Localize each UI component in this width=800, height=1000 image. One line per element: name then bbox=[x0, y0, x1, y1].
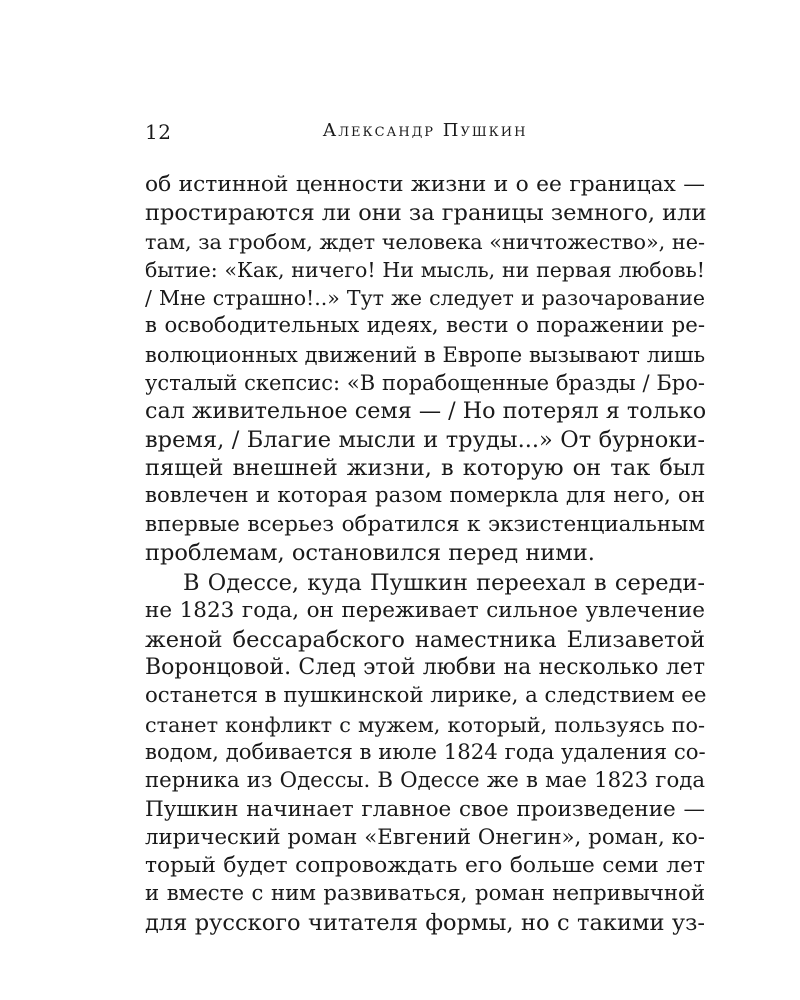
text-line: пящей внешней жизни, в которую он так был bbox=[145, 454, 705, 481]
text-line: останется в пушкинской лирике, а следствием ее bbox=[145, 683, 707, 709]
text-line: Пушкин начинает главное свое произведение — bbox=[145, 796, 705, 822]
text-line: волюционных движений в Европе вызывают лишь bbox=[145, 342, 705, 367]
text-line: перника из Одессы. В Одессе же в мае 1823 года bbox=[145, 768, 705, 794]
text-line: бытие: «Как, ничего! Ни мысль, ни первая любовь! bbox=[145, 257, 705, 282]
text-line: и вместе с ним развиваться, роман непривычной bbox=[145, 881, 705, 907]
text-line: Воронцовой. След этой любви на несколько лет bbox=[145, 655, 705, 681]
text-line: лирический роман «Евгений Онегин», роман, ко- bbox=[145, 824, 705, 850]
text-line: не 1823 года, он переживает сильное увлечение bbox=[145, 598, 705, 624]
body-text bbox=[145, 171, 705, 937]
text-line: в освободительных идеях, вести о поражении ре- bbox=[145, 313, 705, 339]
text-line: сал живительное семя — / Но потерял я только bbox=[145, 398, 707, 425]
text-line: В Одессе, куда Пушкин переехал в середи- bbox=[183, 570, 705, 597]
text-line: там, за гробом, ждет человека «ничтожество», не- bbox=[145, 229, 705, 254]
text-line: женой бессарабского наместника Елизаветой bbox=[145, 626, 705, 653]
text-line: время, / Благие мысли и труды...» От бурноки- bbox=[145, 426, 705, 453]
text-line: впервые всерьез обратился к экзистенциальным bbox=[145, 511, 705, 537]
text-line: водом, добивается в июле 1824 года удаления со- bbox=[145, 739, 706, 765]
paragraph-2 bbox=[145, 569, 705, 937]
text-line: об истинной ценности жизни и о ее границах — bbox=[145, 172, 705, 197]
text-line: торый будет сопровождать его больше семи лет bbox=[145, 853, 705, 879]
text-line: вовлечен и которая разом померкла для него, он bbox=[145, 483, 705, 509]
text-line: станет конфликт с мужем, который, пользуясь по- bbox=[145, 712, 705, 737]
paragraph-1 bbox=[145, 171, 705, 567]
running-head-author: Александр Пушкин bbox=[322, 120, 528, 141]
text-line: для русского читателя формы, но с такими уз- bbox=[145, 909, 705, 936]
page-number: 12 bbox=[145, 120, 172, 144]
text-line: проблемам, остановился перед ними. bbox=[145, 539, 595, 566]
running-head bbox=[145, 120, 705, 144]
text-line: усталый скепсис: «В порабощенные бразды / Бро- bbox=[145, 371, 705, 396]
text-line: / Мне страшно!..» Тут же следует и разочарование bbox=[145, 286, 705, 311]
text-line: простираются ли они за границы земного, или bbox=[145, 200, 707, 227]
